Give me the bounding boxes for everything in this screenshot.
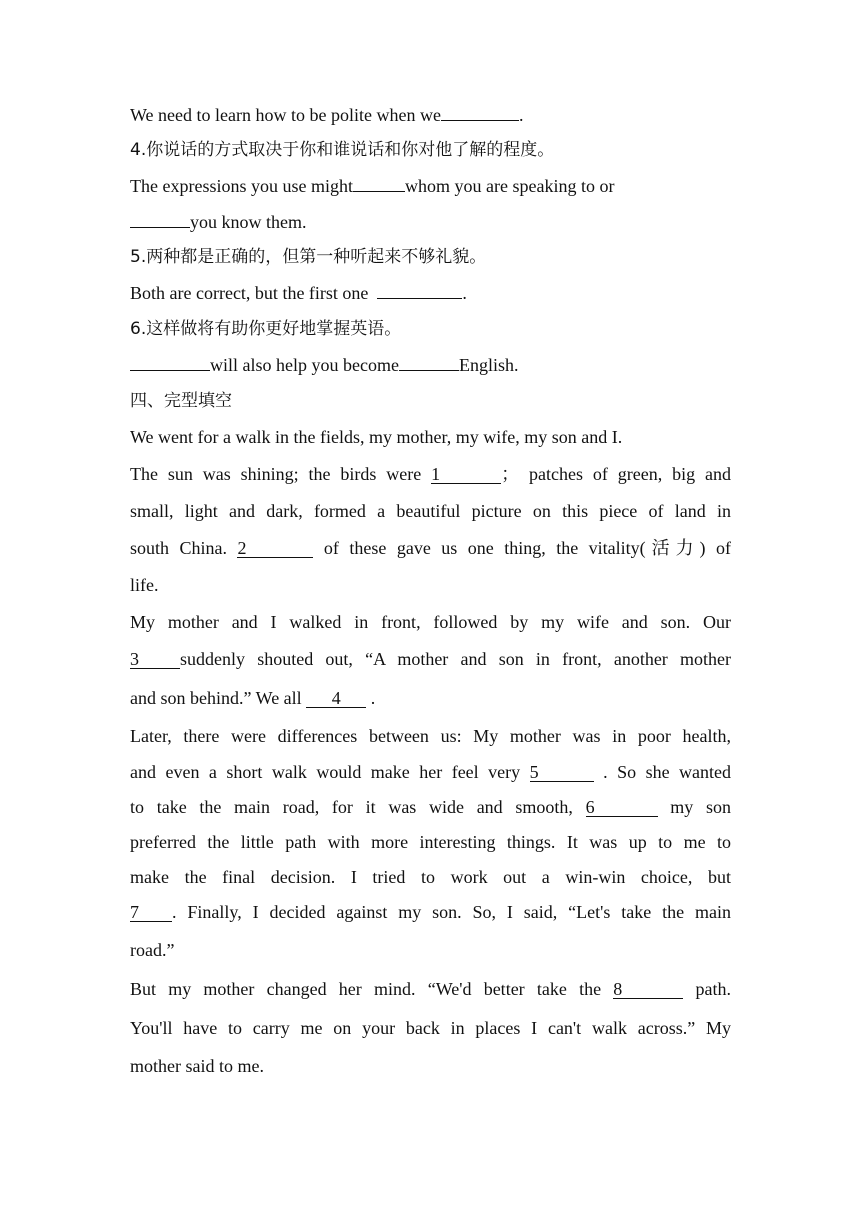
cloze-blank-6[interactable]: 6 xyxy=(586,798,658,817)
question-5-chinese: 5.两种都是正确的，但第一种听起来不够礼貌。 xyxy=(130,247,487,267)
passage-text: path. xyxy=(695,979,732,999)
passage-text: The sun was shining; the birds were xyxy=(130,464,422,484)
answer-blank[interactable] xyxy=(441,120,519,121)
cloze-blank-4[interactable]: 4 xyxy=(306,689,366,708)
passage-text: of these gave us one thing, the vitality(活力) of xyxy=(323,538,731,558)
passage-line: You'll have to carry me on your back in places I can't walk across.” My xyxy=(130,1018,731,1038)
question-4-english-line-2 xyxy=(130,205,731,240)
passage-text: to take the main road, for it was wide and smooth, xyxy=(130,797,573,817)
answer-blank[interactable] xyxy=(399,370,459,371)
passage-line: We went for a walk in the fields, my mother, my wife, my son and I. xyxy=(130,427,623,447)
section-heading: 四、完型填空 xyxy=(130,391,232,411)
passage-text: suddenly shouted out, “A mother and son in front, another mother xyxy=(180,649,731,669)
sentence-polite xyxy=(130,98,731,133)
sentence-text: We need to learn how to be polite when we xyxy=(130,105,441,125)
passage-line: My mother and I walked in front, followed by my wife and son. Our xyxy=(130,612,731,632)
sentence-text: . xyxy=(462,283,467,303)
passage-line xyxy=(130,678,731,718)
cloze-blank-3[interactable]: 3 xyxy=(130,650,180,669)
passage-line xyxy=(130,456,731,493)
question-6-chinese: 6.这样做将有助你更好地掌握英语。 xyxy=(130,319,402,339)
passage-line xyxy=(130,970,731,1009)
passage-text: . Finally, I decided against my son. So, I said, “Let's take the main xyxy=(172,902,731,922)
sentence-text: Both are correct, but the first one xyxy=(130,283,369,303)
passage-line: make the final decision. I tried to work out a win-win choice, but xyxy=(130,867,731,887)
answer-blank[interactable] xyxy=(377,298,462,299)
passage-line xyxy=(130,790,731,825)
cloze-blank-1[interactable]: 1 xyxy=(431,465,501,484)
passage-text: and son behind.” We all xyxy=(130,688,302,708)
passage-line: Later, there were differences between us: My mother was in poor health, xyxy=(130,726,731,746)
passage-line xyxy=(130,530,731,567)
passage-text: . xyxy=(370,688,376,708)
cloze-blank-2[interactable]: 2 xyxy=(237,539,313,558)
question-4-english-line-1 xyxy=(130,168,731,205)
cloze-blank-7[interactable]: 7 xyxy=(130,903,172,922)
page-content xyxy=(130,98,731,1085)
passage-line: mother said to me. xyxy=(130,1056,264,1076)
passage-line: road.” xyxy=(130,940,175,960)
sentence-text: will also help you become xyxy=(210,355,399,375)
passage-text: south China. xyxy=(130,538,227,558)
sentence-text: The expressions you use might xyxy=(130,176,353,196)
answer-blank[interactable] xyxy=(130,227,190,228)
passage-line: small, light and dark, formed a beautiful picture on this piece of land in xyxy=(130,501,731,521)
question-4-chinese: 4.你说话的方式取决于你和谁说话和你对他了解的程度。 xyxy=(130,140,555,160)
passage-line xyxy=(130,755,731,790)
passage-line: preferred the little path with more interesting things. It was up to me to xyxy=(130,832,731,852)
passage-text: and even a short walk would make her feel very xyxy=(130,762,521,782)
cloze-blank-8[interactable]: 8 xyxy=(613,980,683,999)
passage-text: my son xyxy=(670,797,731,817)
sentence-text: you know them. xyxy=(190,212,307,232)
passage-line: life. xyxy=(130,575,159,595)
sentence-text: . xyxy=(518,105,524,125)
answer-blank[interactable] xyxy=(353,191,405,192)
passage-text: ； patches of green, big and xyxy=(501,464,732,484)
question-6-english xyxy=(130,347,731,384)
sentence-text: English. xyxy=(458,355,519,375)
question-5-english xyxy=(130,275,731,312)
passage-line xyxy=(130,641,731,678)
passage-line xyxy=(130,895,731,930)
cloze-blank-5[interactable]: 5 xyxy=(530,763,594,782)
passage-text: But my mother changed her mind. “We'd better take the xyxy=(130,979,602,999)
passage-text: . So she wanted xyxy=(603,762,732,782)
answer-blank[interactable] xyxy=(130,370,210,371)
sentence-text: whom you are speaking to or xyxy=(404,176,615,196)
